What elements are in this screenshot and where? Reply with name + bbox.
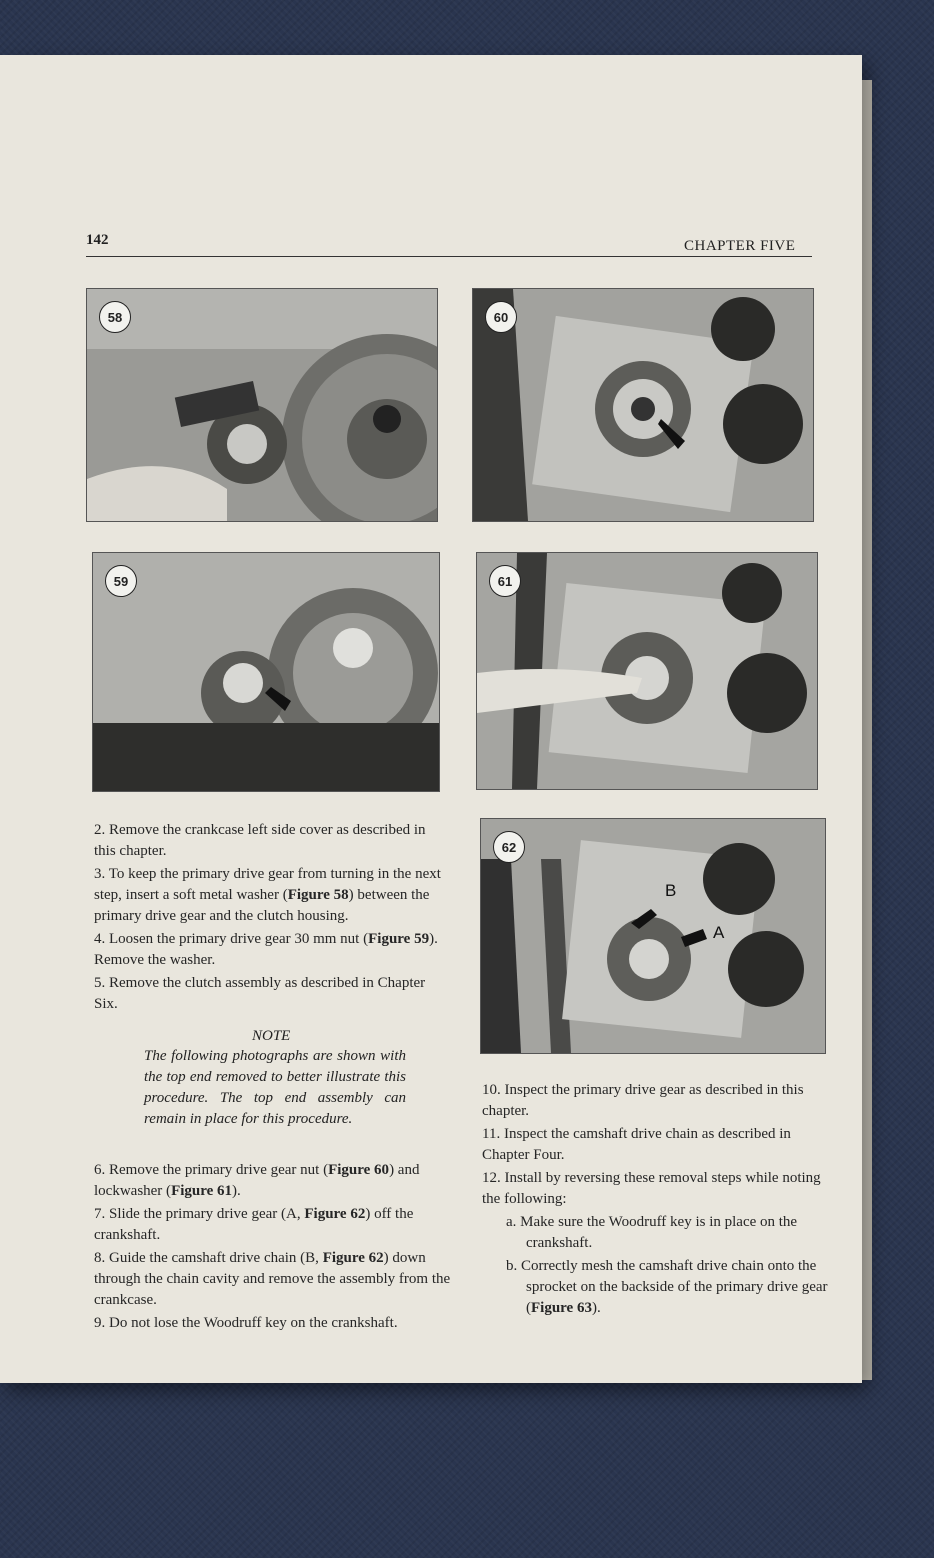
figure-label-62: 62 [493,831,525,863]
callout-a: A [713,923,725,942]
sub-step-a: a. Make sure the Woodruff key is in place on the crankshaft. [506,1214,798,1251]
chapter-title: CHAPTER FIVE [684,238,796,254]
step-2: 2. Remove the crankcase left side cover as described in this chapter. [94,822,426,859]
lockwasher-photo-illustration [477,553,817,789]
figure-label-59: 59 [105,565,137,597]
nut-loosening-photo-illustration [93,553,439,791]
right-steps [482,1080,834,1321]
sub-step-b: b. Correctly mesh the camshaft drive chain onto the sprocket on the backside of the primary drive gear (Figure 63). [506,1258,828,1316]
drive-gear-nut-photo-illustration [473,289,813,521]
step-4: 4. Loosen the primary drive gear 30 mm nut (Figure 59). Remove the washer. [94,931,438,968]
clutch-photo-illustration [87,289,437,521]
camshaft-chain-photo-illustration [481,819,825,1053]
left-steps-b [94,1160,454,1336]
note-heading: NOTE [252,1028,291,1044]
step-8: 8. Guide the camshaft drive chain (B, Figure 62) down through the chain cavity and remove the assembly from the crankcase. [94,1250,451,1308]
callout-b: B [665,881,677,900]
step-6: 6. Remove the primary drive gear nut (Figure 60) and lockwasher (Figure 61). [94,1162,420,1199]
figure-label-58: 58 [99,301,131,333]
figure-61-photo [476,552,818,790]
figure-60-photo [472,288,814,522]
step-9: 9. Do not lose the Woodruff key on the crankshaft. [94,1315,398,1331]
figure-62-photo [480,818,826,1054]
figure-59-photo [92,552,440,792]
step-5: 5. Remove the clutch assembly as described in Chapter Six. [94,975,426,1012]
step-3: 3. To keep the primary drive gear from turning in the next step, insert a soft metal washer (Figure 58) between the primary drive gear and the clutch housing. [94,866,441,924]
left-steps-a [94,820,450,1017]
note-body: The following photographs are shown with the top end removed to better illustrate this procedure. The top end assembly can remain in place for this procedure. [144,1048,406,1127]
step-10: 10. Inspect the primary drive gear as described in this chapter. [482,1082,804,1119]
figure-label-61: 61 [489,565,521,597]
step-12: 12. Install by reversing these removal steps while noting the following: [482,1170,821,1207]
step-11: 11. Inspect the camshaft drive chain as described in Chapter Four. [482,1126,791,1163]
figure-58-photo [86,288,438,522]
page-number: 142 [86,232,109,248]
figure-label-60: 60 [485,301,517,333]
step-7: 7. Slide the primary drive gear (A, Figure 62) off the crankshaft. [94,1206,414,1243]
header-rule [86,256,812,257]
